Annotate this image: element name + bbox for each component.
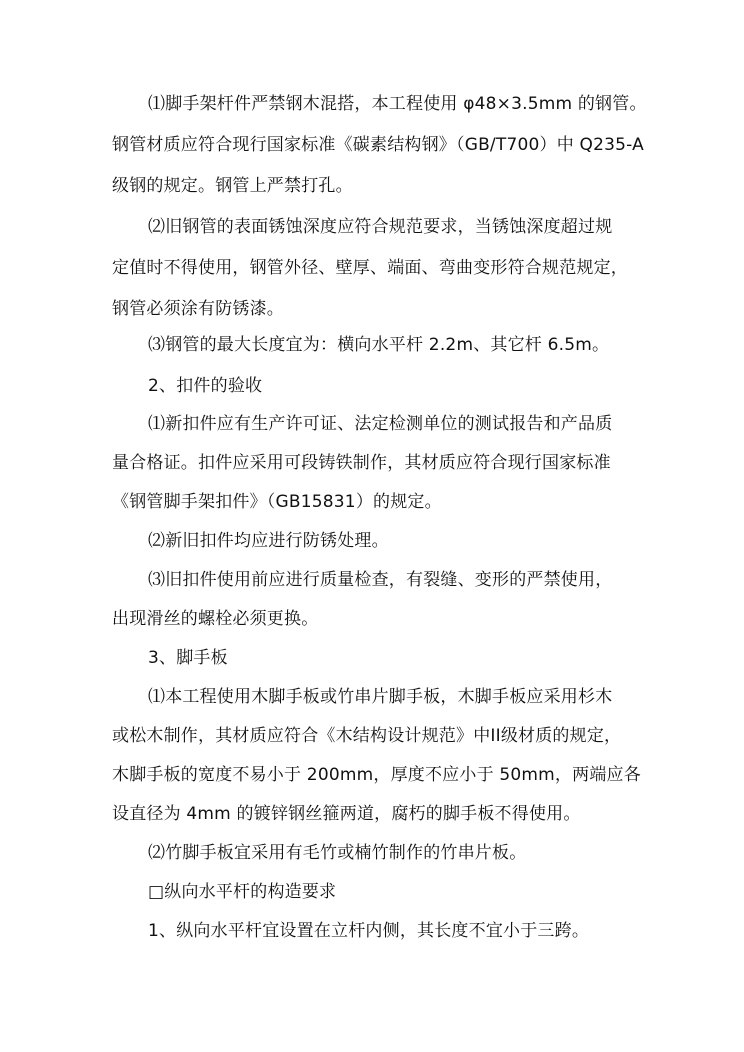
text-line: ⑶钢管的最大长度宜为：横向水平杆 2.2m、其它杆 6.5m。 <box>148 335 610 355</box>
text-line: ⑴新扣件应有生产许可证、法定检测单位的测试报告和产品质 <box>148 414 613 434</box>
text-line: 或松木制作，其材质应符合《木结构设计规范》中II级材质的规定， <box>112 726 622 746</box>
text-line: 1、纵向水平杆宜设置在立杆内侧，其长度不宜小于三跨。 <box>148 921 590 941</box>
text-line: 钢管材质应符合现行国家标准《碳素结构钢》（GB/T700）中 Q235-A <box>112 135 644 155</box>
text-line: ⑴本工程使用木脚手板或竹串片脚手板，木脚手板应采用杉木 <box>148 687 613 707</box>
text-line: 定值时不得使用，钢管外径、壁厚、端面、弯曲变形符合规范规定， <box>112 258 628 278</box>
section-heading: 2、扣件的验收 <box>148 376 263 396</box>
section-heading: □纵向水平杆的构造要求 <box>148 882 337 902</box>
text-line: ⑵竹脚手板宜采用有毛竹或楠竹制作的竹串片板。 <box>148 843 527 863</box>
text-line: 钢管必须涂有防锈漆。 <box>112 299 284 319</box>
text-line: 木脚手板的宽度不易小于 200mm，厚度不应小于 50mm，两端应各 <box>112 765 641 785</box>
text-line: ⑵旧钢管的表面锈蚀深度应符合规范要求，当锈蚀深度超过规 <box>148 217 613 237</box>
text-line: 《钢管脚手架扣件》（GB15831）的规定。 <box>112 492 442 512</box>
text-line: 级钢的规定。钢管上严禁打孔。 <box>112 176 353 196</box>
text-line: ⑶旧扣件使用前应进行质量检查，有裂缝、变形的严禁使用， <box>148 570 613 590</box>
text-line: ⑴脚手架杆件严禁钢木混搭，本工程使用 φ48×3.5mm 的钢管。 <box>148 94 647 114</box>
text-line: 设直径为 4mm 的镀锌钢丝箍两道，腐朽的脚手板不得使用。 <box>112 804 581 824</box>
text-line: 出现滑丝的螺栓必须更换。 <box>112 609 319 629</box>
text-line: 量合格证。扣件应采用可段铸铁制作，其材质应符合现行国家标准 <box>112 453 611 473</box>
section-heading: 3、脚手板 <box>148 648 228 668</box>
text-line: ⑵新旧扣件均应进行防锈处理。 <box>148 531 389 551</box>
